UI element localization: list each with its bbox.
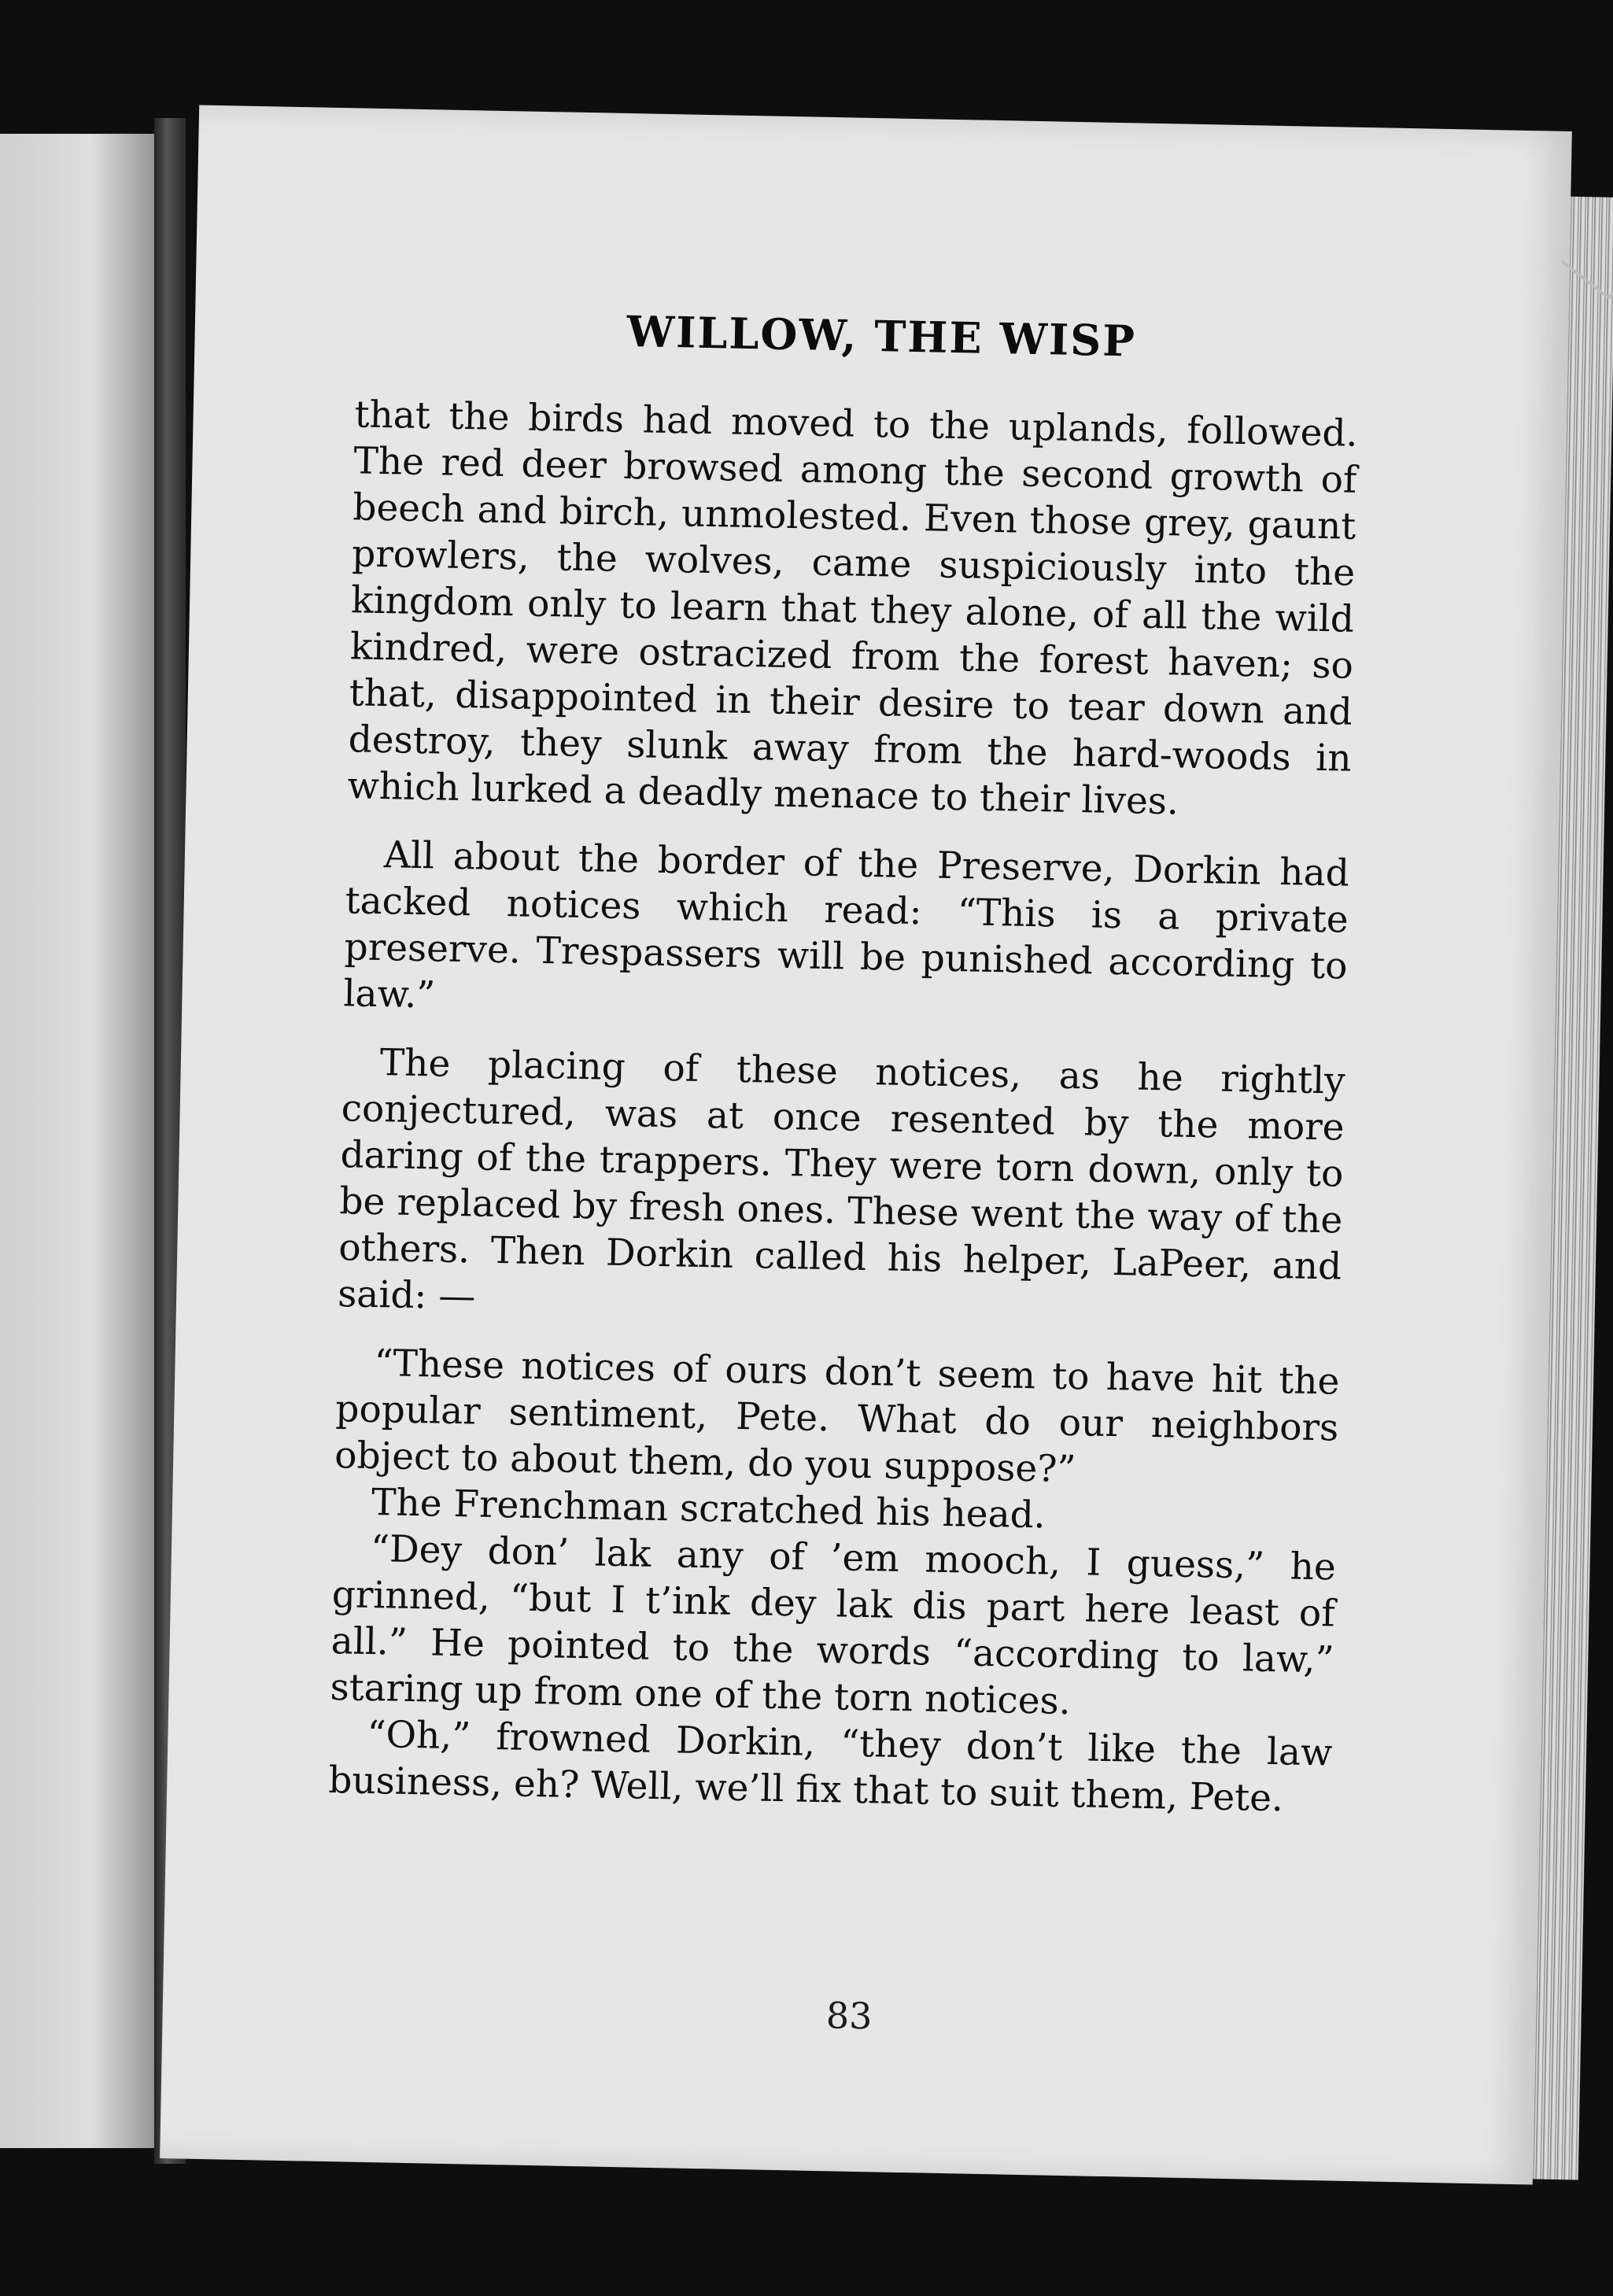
running-head: WILLOW, THE WISP (626, 305, 1137, 367)
fold-mark-icon (1557, 257, 1613, 307)
book-page (160, 105, 1572, 2184)
paragraph: All about the border of the Preserve, Dorkin had tacked notices which read: “This is a private preserve. Trespassers will be punished according to law.” (343, 833, 1350, 1017)
page-body (328, 391, 1358, 1822)
page-number: 83 (825, 1994, 873, 2038)
paragraph: The Frenchman scratched his head. (371, 1481, 1046, 1537)
paragraph: The placing of these notices, as he rightly conjectured, was at once resented by the more daring of the trappers. They were torn down, only to be replaced by fresh ones. These went the way of the others. Then Dorkin called his helper, LaPeer, and said: — (337, 1041, 1346, 1319)
facing-page-edge (0, 134, 165, 2148)
paragraph: “Dey don’ lak any of ’em mooch, I guess,” he grinned, “but I t’ink dey lak dis part here least of all.” He pointed to the words “according to law,” staring up from one of the torn notices. (330, 1527, 1337, 1724)
paragraph: that the birds had moved to the uplands, followed. The red deer browsed among the second growth of beech and birch, unmolested. Even those grey, gaunt prowlers, the wolves, came suspiciously into the kingdom only to learn that they alone, of all the wild kindred, were ostracized from the forest haven; so that, disappointed in their desire to tear down and destroy, they slunk away from the hard-woods in which lurked a deadly menace to their lives. (347, 393, 1358, 824)
paragraph: “Oh,” frowned Dorkin, “they don’t like the law business, eh? Well, we’ll fix that to suit them, Pete. (327, 1712, 1333, 1821)
paragraph: “These notices of ours don’t seem to have hit the popular sentiment, Pete. What do our neighbors object to about them, do you suppose?” (334, 1342, 1340, 1492)
